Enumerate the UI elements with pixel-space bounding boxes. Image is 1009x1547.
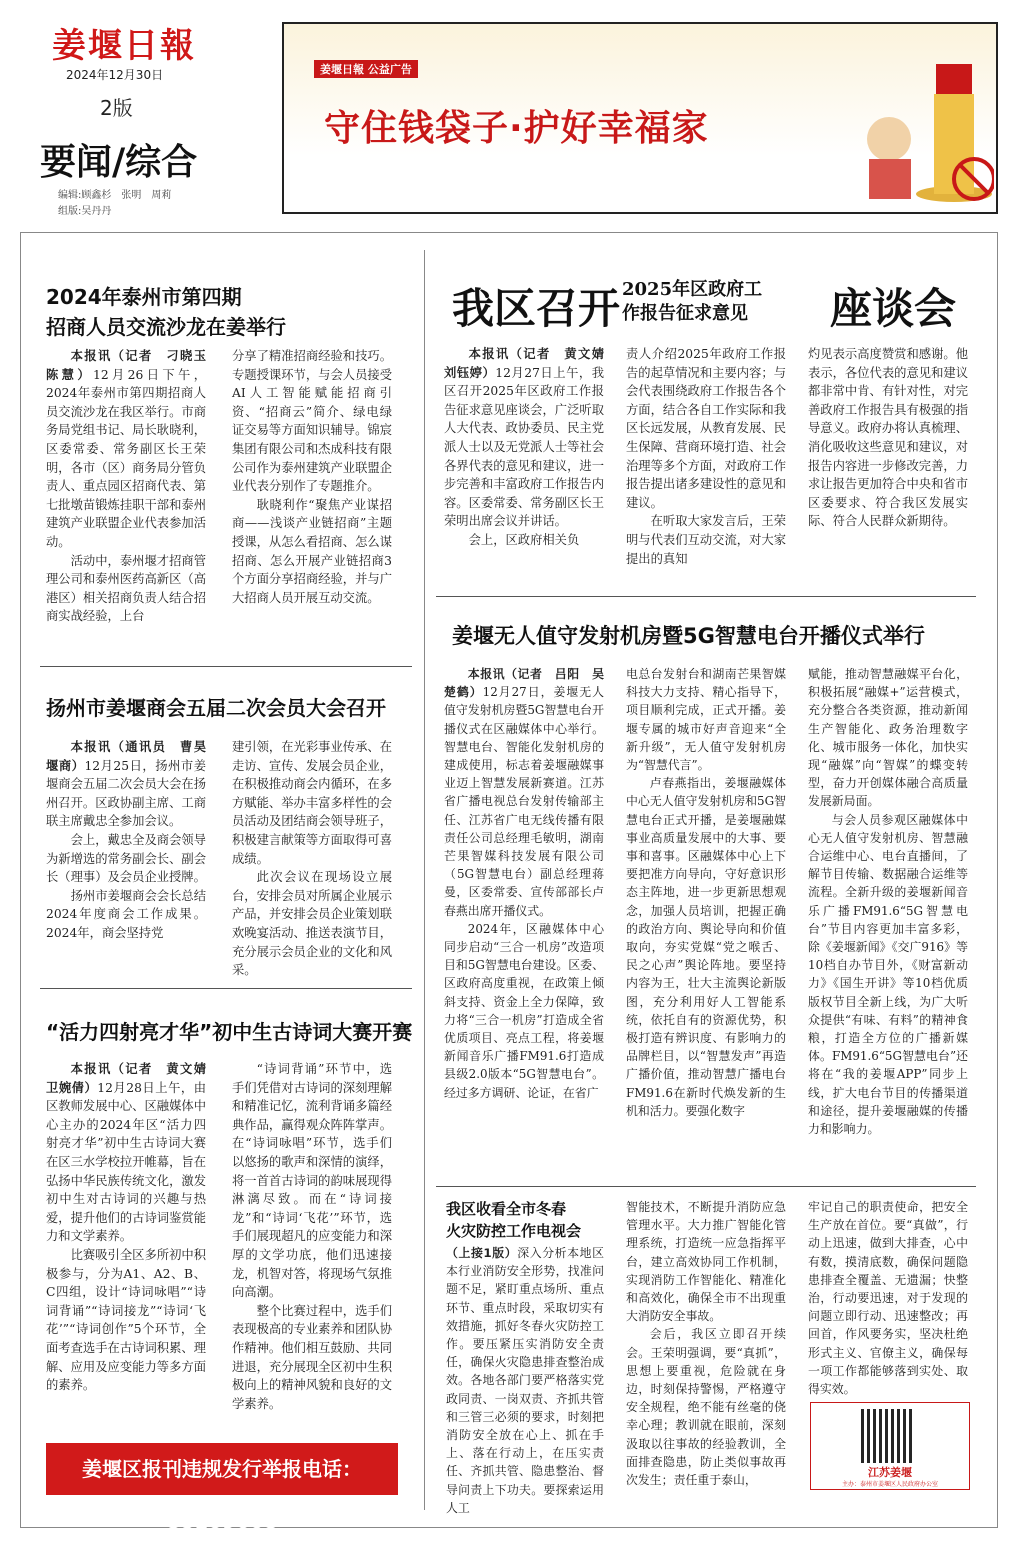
article-column: [46, 738, 219, 943]
body-text: 12月28日上午，由区教师发展中心、区融媒体中心主办的2024年区“活力四射亮才华”初中生古诗词大赛在区三水学校拉开帷幕，旨在弘扬中华民族传统文化，激发初中生对古诗词的兴趣与热爱，提升他们的古诗词鉴赏能力和文学素养。: [46, 1080, 206, 1244]
article-column: [808, 1198, 968, 1398]
article-column: [46, 347, 219, 626]
article-column: [808, 345, 968, 531]
body-text: 牢记自己的职责使命，把安全生产放在首位。要“真做”，行动上迅速，做到大排查，心中有数，摸清底数，确保问题隐患排查全覆盖、无遗漏；快整治，行动要迅速，对于发现的问题立即行动、迅速整改；再回首，作风要务实，坚决杜绝形式主义、官僚主义，确保每一项工作都能够落到实处、取得实效。: [808, 1200, 968, 1397]
article-title: [452, 276, 962, 336]
title-big-right: 座谈会: [830, 284, 957, 333]
section-title: 要闻/综合: [40, 141, 198, 183]
article-title: [46, 282, 286, 342]
body-text: 比赛吸引全区多所初中积极参与，分为A1、A2、B、C四组，设计“诗词咏唱”“诗词背诵”“诗词接龙”“诗词‘飞花’”“诗词创作”5个环节，全面考查选手在古诗词积累、理解、应用及应变能力等多方面的素养。: [46, 1247, 206, 1393]
title-line: 火灾防控工作电视会: [446, 1222, 582, 1240]
divider: [40, 988, 412, 989]
article-title: 扬州市姜堰商会五届二次会员大会召开: [46, 696, 386, 720]
byline: 本报讯（记者 吕阳 吴楚鹤）: [444, 667, 604, 700]
body-text: 此次会议在现场设立展台，安排会员对所属企业展示产品，并安排会员企业策划联欢晚宴活动、推送表演节目，充分展示会员企业的文化和风采。: [232, 870, 392, 978]
title-line: 2024年泰州市第四期: [46, 285, 242, 309]
title-big-left: 我区召开: [452, 284, 621, 333]
article-column: [808, 665, 968, 1138]
byline: 本报讯（记者 黄文婧 卫婉倩）: [46, 1062, 219, 1095]
body-text: 电总台发射台和湖南芒果智媒科技大力支持、精心指导下，项目顺利完成，正式开播。姜堰专属的城市好声音迎来“全新升级”，无人值守发射机房为“智慧代言”。: [626, 667, 786, 773]
byline: 本报讯（记者 刁晓玉 陈慧）: [46, 349, 219, 382]
body-text: 灼见表示高度赞赏和感谢。他表示，各位代表的意见和建议都非常中肯、有针对性，对完善政府工作报告具有极强的指导意义。政府办将认真梳理、消化吸收这些意见和建议，对报告内容进一步修改完善，力求让报告更加符合中央和省市区委要求、符合我区发展实际、符合人民群众新期待。: [808, 347, 968, 529]
body-text: 12月27日，姜堰无人值守发射机房暨5G智慧电台开播仪式在区融媒体中心举行。智慧电台、智能化发射机房的建成使用，标志着姜堰融媒事业迈上智慧发展新赛道。江苏省广播电视总台发射传输部主任、江苏省广电无线传播有限责任公司总经理毛敏明，湖南芒果智媒科技发展有限公司（5G智慧电台）副总经理蒋曼，区委常委、宣传部部长卢春燕出席开播仪式。: [444, 685, 604, 918]
body-text: 2024年，区融媒体中心同步启动“三合一机房”改造项目和5G智慧电台建设。区委、区政府高度重视，在政策上倾斜支持、资金上全力保障，致力将“三合一机房”打造成全省优质项目、亮点工程，将姜堰新闻音乐广播FM91.6打造成县级2.0版本“5G智慧电台”。经过多方调研、论证，在省广: [444, 921, 604, 1100]
hotline-banner: 姜堰区报刊违规发行举报电话：88109608: [46, 1443, 398, 1495]
divider: [40, 666, 412, 667]
body-text: 在听取大家发言后，王荣明与代表们互动交流，对大家提出的真知: [626, 514, 786, 566]
body-text: 整个比赛过程中，选手们表现极高的专业素养和团队协作精神。他们相互鼓励、共同进退，充分展现全区初中生积极向上的精神风貌和良好的文学素养。: [232, 1303, 392, 1411]
body-text: 会上，区政府相关负: [468, 532, 580, 547]
article-column: [444, 345, 617, 550]
article-title: “活力四射亮才华”初中生古诗词大赛开赛: [46, 1020, 413, 1044]
article-column: [232, 347, 392, 607]
body-text: “诗词背诵”环节中，选手们凭借对古诗词的深刻理解和精准记忆，流利背诵多篇经典作品，赢得观众阵阵掌声。在“诗词咏唱”环节，选手们以悠扬的歌声和深情的演绎，将一首首古诗词的韵味展现得淋漓尽致。而在“诗词接龙”和“诗词‘飞花’”环节，选手们展现超凡的应变能力和深厚的文学功底，他们迅速接龙，机智对答，将现场气氛推向高潮。: [232, 1062, 392, 1300]
body-text: 会上，戴忠全及商会领导为新增选的常务副会长、副会长（理事）及会员企业授牌。: [46, 832, 206, 885]
ad-tag: 姜堰日報 公益广告: [314, 60, 418, 78]
body-text: 会后，我区立即召开续会。王荣明强调，要“真抓”，思想上要重视，危险就在身边，时刻保持警惕，严格遵守安全规程，绝不能有丝毫的侥幸心理；教训就在眼前，深刻汲取以往事故的经验教训，全面排查隐患，防止类似事故再次发生；责任重于泰山，: [626, 1327, 786, 1488]
body-text: 责人介绍2025年政府工作报告的起草情况和主要内容；与会代表围绕政府工作报告各个方面，结合各自工作实际和我区长远发展，从教育发展、民生保障、营商环境打造、社会治理等多个方面，对政府工作报告提出诸多建设性的意见和建议。: [626, 347, 786, 510]
article-column: [626, 1198, 786, 1489]
title-line: 我区收看全市冬春: [446, 1200, 567, 1218]
byline: 本报讯（记者 黄文婧 刘钰婷）: [444, 347, 617, 380]
article-column: [626, 665, 786, 1120]
qr-subcaption: 主办：泰州市姜堰区人民政府办公室: [841, 1481, 938, 1488]
article-column: [446, 1244, 604, 1517]
body-text: 12月26日下午，2024年泰州市第四期招商人员交流沙龙在我区举行。市商务局党组书记、局长耿晓利，区委常委、常务副区长王荣明，各市（区）商务局分管负责人、重点园区招商代表、第七批墩苗锻炼挂职干部和泰州建筑产业联盟企业代表参加活动。: [46, 367, 206, 549]
title-line: 招商人员交流沙龙在姜举行: [46, 315, 286, 339]
body-text: 耿晓利作“聚焦产业谋招商——浅谈产业链招商”主题授课，从怎么看招商、怎么谋招商、怎么开展产业链招商3个方面分享招商经验，并与广大招商人员开展互动交流。: [232, 497, 392, 605]
title-small-block: [622, 278, 762, 326]
byline: 本报讯（通讯员 曹昊 堰商）: [46, 740, 219, 773]
byline: （上接1版）: [446, 1246, 518, 1260]
editor-credits: 编辑:顾鑫杉 张明 周莉 组版:吴丹丹: [58, 190, 172, 217]
body-text: 分享了精准招商经验和技巧。专题授课环节，与会人员接受AI人工智能赋能招商引资、“招商云”简介、绿电绿证交易等方面知识辅导。锦宸集团有限公司和杰成科技有限公司作为泰州建筑产业联盟企业代表分别作了专题推介。: [232, 349, 392, 494]
qr-code-box[interactable]: [810, 1402, 970, 1490]
title-small-line: 作报告征求意见: [622, 303, 748, 324]
body-text: 深入分析本地区本行业消防安全形势，找准问题不足，紧盯重点场所、重点环节、重点时段，采取切实有效措施，抓好冬春火灾防控工作。要压紧压实消防安全责任，确保火灾隐患排查整治成效。各地各部门要严格落实党政同责、一岗双责、齐抓共管和三管三必须的要求，时刻把消防安全放在心上、抓在手上、落在行动上，在压实责任、齐抓共管、隐患整治、督导问责上下功夫。要探索运用人工: [446, 1246, 604, 1515]
article-title: 姜堰无人值守发射机房暨5G智慧电台开播仪式举行: [452, 624, 925, 648]
divider: [436, 1186, 976, 1187]
article-column: [232, 1060, 392, 1413]
qr-caption: 江苏姜堰: [868, 1466, 912, 1479]
article-column: [46, 1060, 219, 1395]
title-small-line: 2025年区政府工: [622, 279, 763, 300]
body-text: 与会人员参观区融媒体中心无人值守发射机房、智慧融合运维中心、电台直播间，了解节目传输、数据融合运维等流程。全新升级的姜堰新闻音乐广播FM91.6“5G智慧电台”节目内容更加丰富多彩，除《姜堰新闻》《交广916》等10档自办节目外，《财富新动力》《国生开讲》等10档优质版权节目全新上线，为广大听众提供“有味、有料”的精神食粮，打造全方位的广播新媒体。FM91.6“5G智慧电台”还将在“我的姜堰APP”同步上线，扩大电台节目的传播渠道和途径，提升姜堰融媒的传播力和影响力。: [808, 812, 968, 1137]
public-service-ad: [282, 22, 998, 214]
newspaper-logo: 姜堰日報: [52, 26, 196, 66]
qr-code-icon: [861, 1409, 915, 1463]
coins-illustration: [844, 44, 994, 204]
body-text: 智能技术，不断提升消防应急管理水平。大力推广智能化管理系统，打造统一应急指挥平台，建立高效协同工作机制，实现消防工作智能化、精准化和高效化，确保全市不出现重大消防安全事故。: [626, 1200, 786, 1324]
page-number: 2版: [100, 96, 133, 120]
article-column: [232, 738, 392, 980]
article-column: [626, 345, 786, 568]
issue-date: 2024年12月30日: [66, 68, 164, 82]
column-divider: [424, 250, 425, 1510]
body-text: 活动中，泰州堰才招商管理公司和泰州医药高新区（高港区）相关招商负责人结合招商实战经验，上台: [46, 553, 206, 624]
body-text: 卢春燕指出，姜堰融媒体中心无人值守发射机房和5G智慧电台正式开播，是姜堰融媒事业高质量发展中的大事、要事和喜事。区融媒体中心上下要把准方向导向，守好意识形态主阵地，进一步更新思想观念，加强人员培训，把握正确的政治方向、舆论导向和价值取向，夯实党媒“党之喉舌、民之心声”舆论阵地。要坚持内容为王，壮大主流舆论新版图，充分利用好人工智能系统，依托自有的资源优势，积极打造有辨识度、有影响力的品牌栏目，以“智慧发声”再造广播价值，推动智慧广播电台FM91.6在新时代焕发新的生机和活力。要强化数字: [626, 776, 786, 1118]
article-title: [446, 1198, 581, 1242]
body-text: 扬州市姜堰商会会长总结2024年度商会工作成果。2024年，商会坚持党: [46, 888, 206, 940]
article-column: [444, 665, 604, 1102]
ad-slogan: 守住钱袋子·护好幸福家: [324, 108, 709, 149]
body-text: 赋能，推动智慧融媒平台化，积极拓展“融媒+”运营模式，充分整合各类资源，推动新闻生产智能化、政务治理数字化、城市服务一体化，加快实现“融媒”向“智媒”的蝶变转型，奋力开创媒体融合高质量发展新局面。: [808, 667, 968, 809]
divider: [436, 596, 976, 597]
body-text: 12月27日上午，我区召开2025年区政府工作报告征求意见座谈会，广泛听取人大代表、政协委员、民主党派人士以及无党派人士等社会各界代表的意见和建议，进一步完善和丰富政府工作报告内容。区委常委、常务副区长王荣明出席会议并讲话。: [444, 365, 604, 529]
body-text: 建引领，在光彩事业传承、在走访、宣传、发展会员企业，在积极推动商会内循环，在多方赋能、举办丰富多样性的会员活动及团结商会领导班子，积极建言献策等方面取得可喜成绩。: [232, 740, 392, 866]
body-text: 12月25日，扬州市姜堰商会五届二次会员大会在扬州召开。区政协副主席、工商联主席戴忠全参加会议。: [46, 758, 206, 829]
